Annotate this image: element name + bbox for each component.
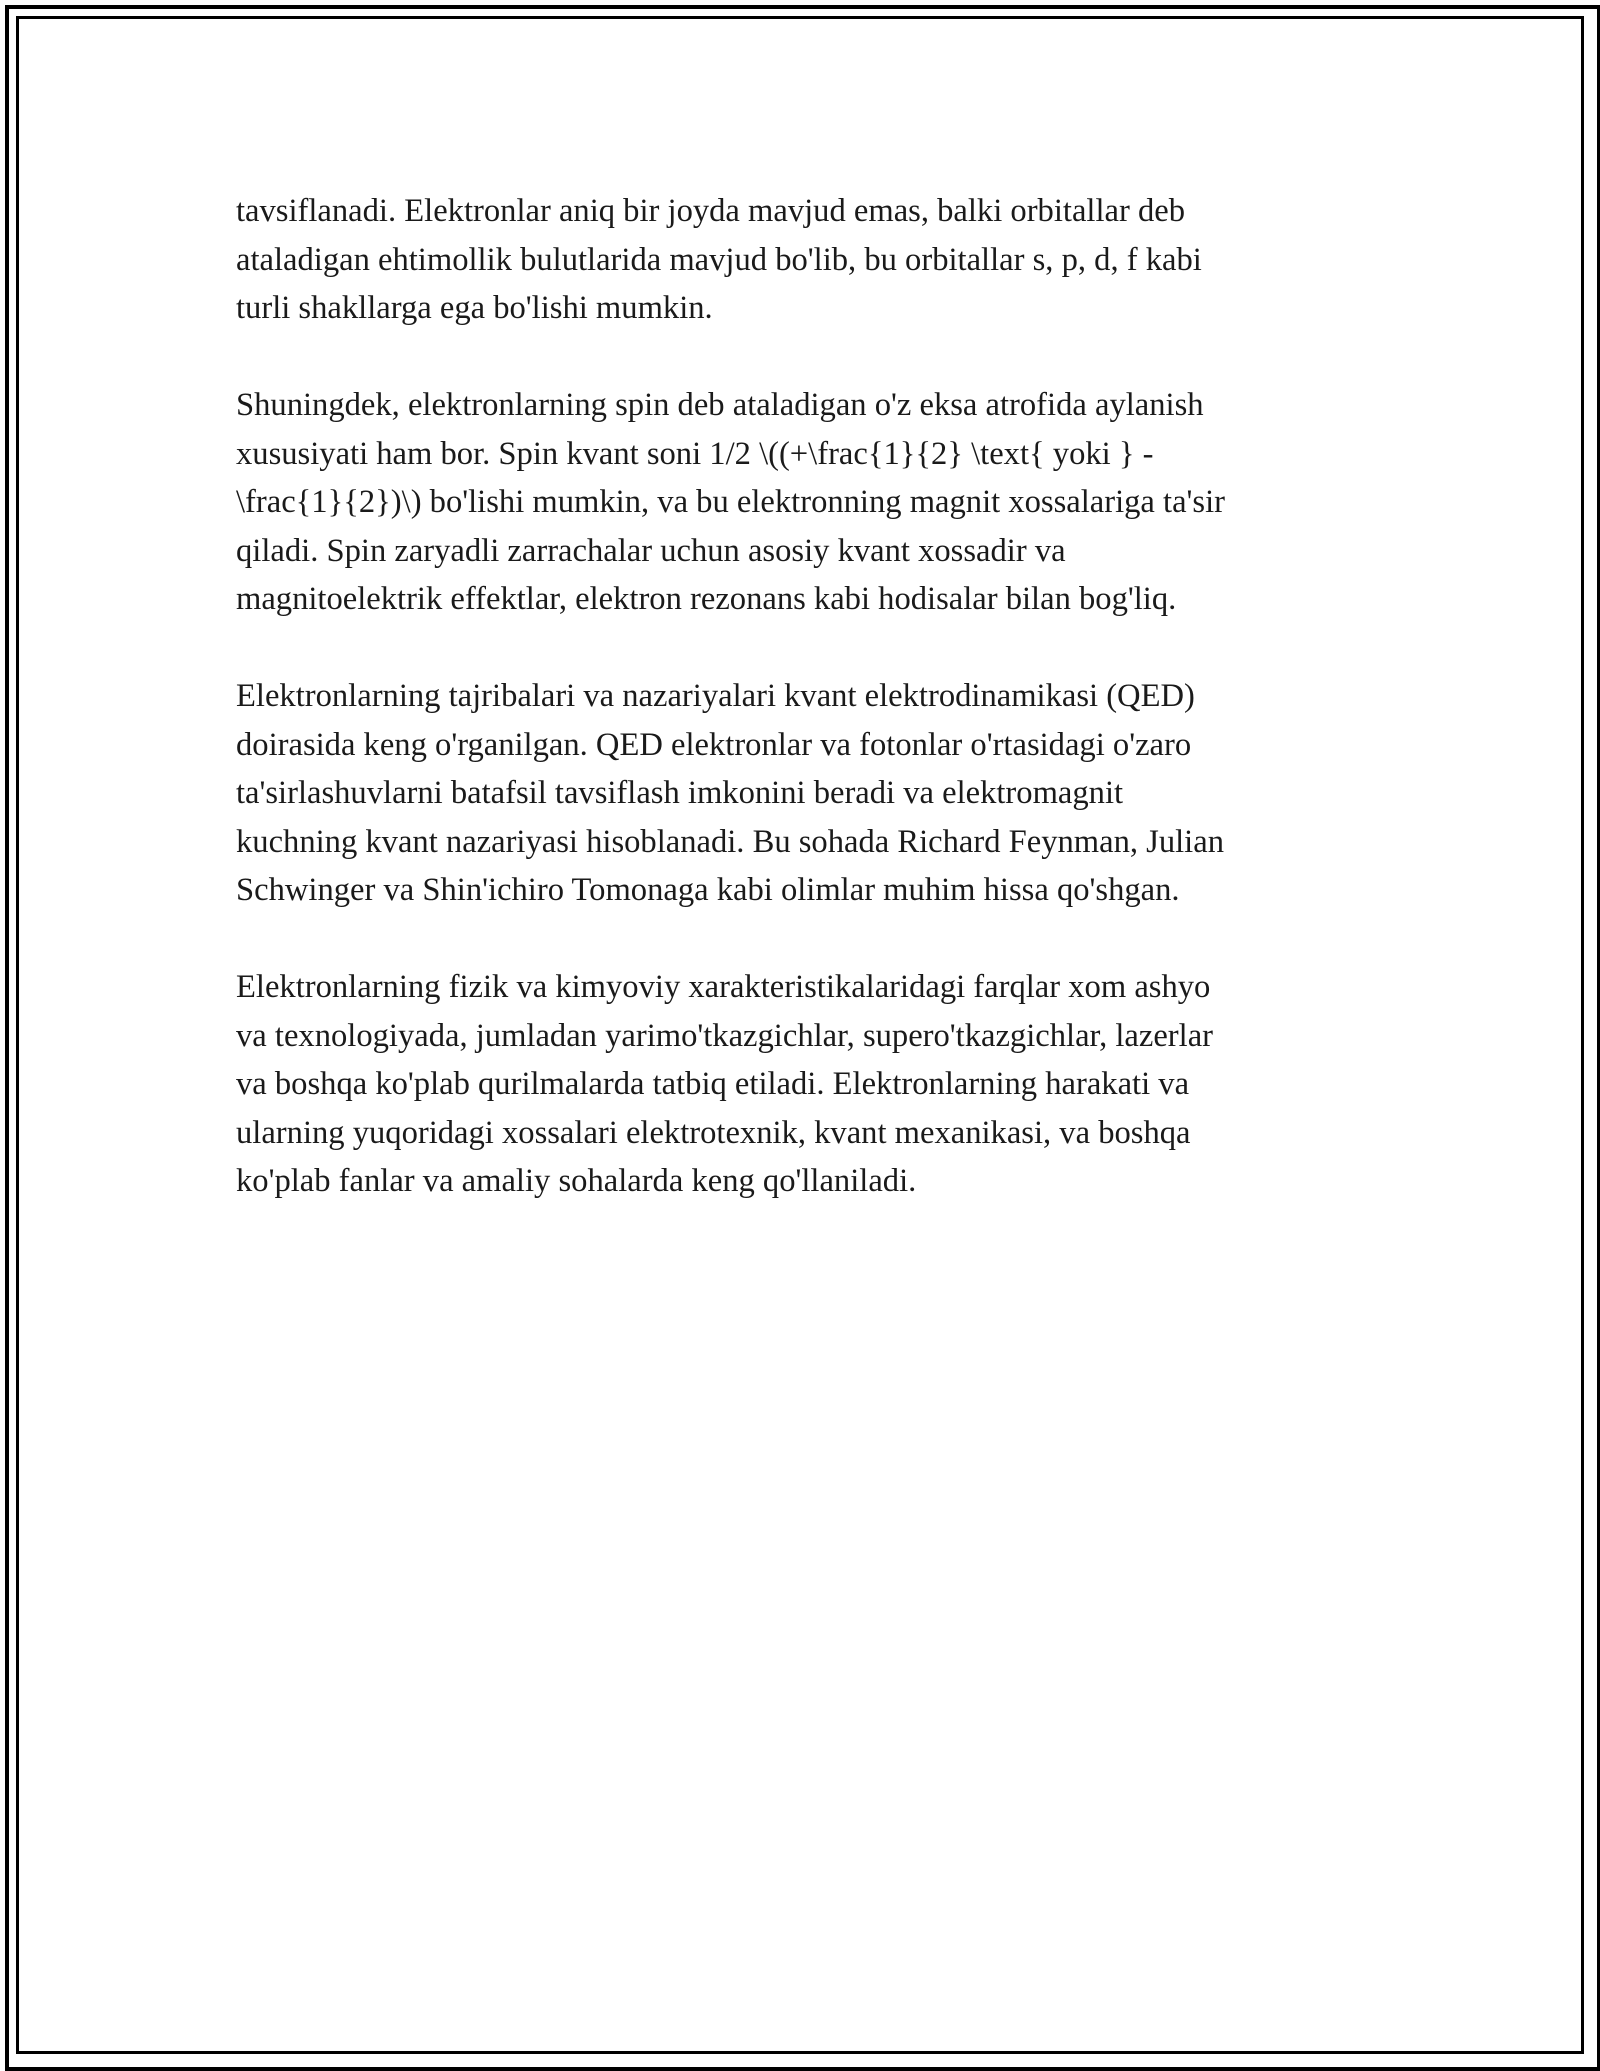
paragraph-qed bbox=[236, 672, 1376, 915]
text-line: magnitoelektrik effektlar, elektron rezonans kabi hodisalar bilan bog'liq. bbox=[236, 581, 1177, 617]
text-line: turli shakllarga ega bo'lishi mumkin. bbox=[236, 290, 713, 326]
text-line: tavsiflanadi. Elektronlar aniq bir joyda mavjud emas, balki orbitallar deb bbox=[236, 193, 1185, 229]
text-line: \frac{1}{2})\) bo'lishi mumkin, va bu elektronning magnit xossalariga ta'sir bbox=[236, 484, 1225, 520]
text-line: Elektronlarning fizik va kimyoviy xarakteristikalaridagi farqlar xom ashyo bbox=[236, 969, 1211, 1005]
text-line: ta'sirlashuvlarni batafsil tavsiflash imkonini beradi va elektromagnit bbox=[236, 775, 1124, 811]
text-line: ataladigan ehtimollik bulutlarida mavjud bo'lib, bu orbitallar s, p, d, f kabi bbox=[236, 241, 1202, 278]
text-line: qiladi. Spin zaryadli zarrachalar uchun asosiy kvant xossadir va bbox=[236, 532, 1066, 569]
text-line: va texnologiyada, jumladan yarimo'tkazgichlar, supero'tkazgichlar, lazerlar bbox=[236, 1017, 1214, 1054]
paragraph-spin bbox=[236, 381, 1376, 624]
document-body bbox=[236, 187, 1376, 1254]
text-line: va boshqa ko'plab qurilmalarda tatbiq etiladi. Elektronlarning harakati va bbox=[236, 1066, 1190, 1102]
text-line: ularning yuqoridagi xossalari elektrotexnik, kvant mexanikasi, va boshqa bbox=[236, 1114, 1191, 1151]
text-line: Elektronlarning tajribalari va nazariyalari kvant elektrodinamikasi (QED) bbox=[236, 678, 1195, 714]
text-line: ko'plab fanlar va amaliy sohalarda keng qo'llaniladi. bbox=[236, 1163, 917, 1199]
paragraph-applications bbox=[236, 963, 1376, 1206]
text-line: xususiyati ham bor. Spin kvant soni 1/2 \((+\frac{1}{2} \text{ yoki } - bbox=[236, 435, 1154, 472]
paragraph-orbitals bbox=[236, 187, 1376, 333]
text-line: Schwinger va Shin'ichiro Tomonaga kabi olimlar muhim hissa qo'shgan. bbox=[236, 872, 1180, 908]
text-line: Shuningdek, elektronlarning spin deb ataladigan o'z eksa atrofida aylanish bbox=[236, 387, 1204, 423]
text-line: kuchning kvant nazariyasi hisoblanadi. Bu sohada Richard Feynman, Julian bbox=[236, 823, 1224, 860]
text-line: doirasida keng o'rganilgan. QED elektronlar va fotonlar o'rtasidagi o'zaro bbox=[236, 726, 1192, 763]
